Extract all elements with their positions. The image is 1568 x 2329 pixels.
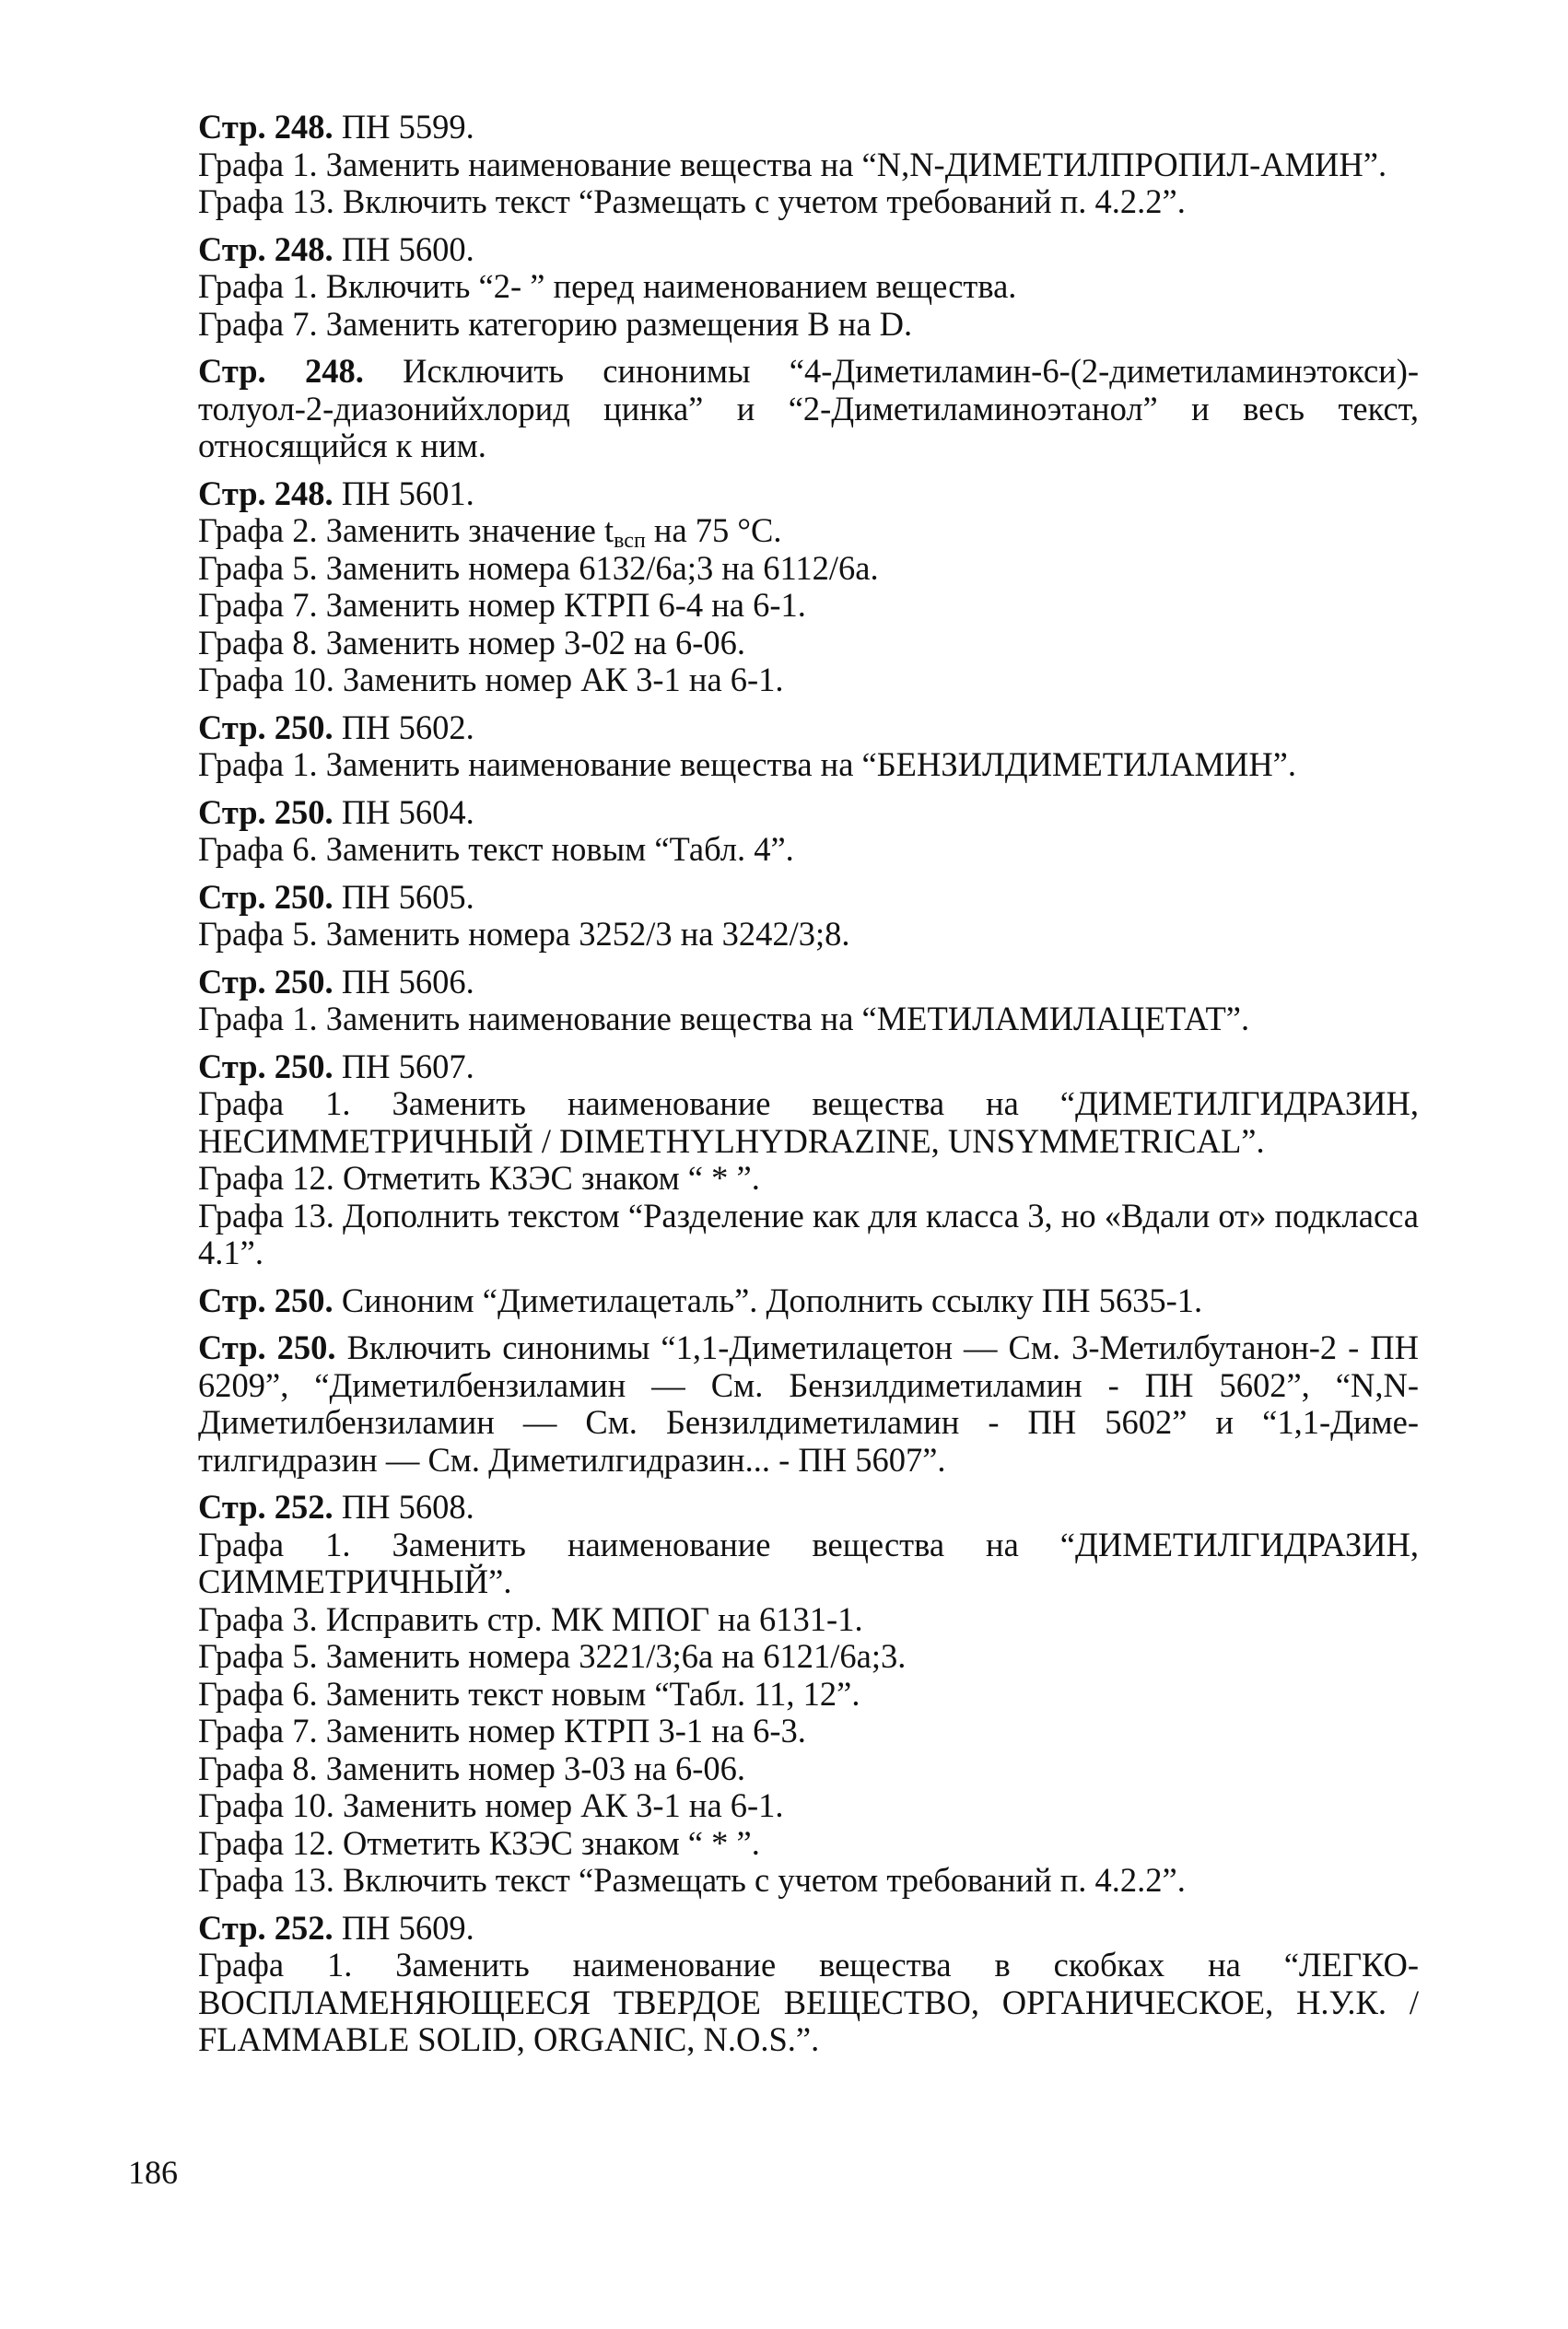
amendment-entry	[198, 879, 1419, 954]
column-instruction	[198, 511, 1419, 553]
entry-heading-text: Синоним “Диметилацеталь”. Дополнить ссылку ПН 5635-1.	[333, 1281, 1203, 1319]
amendment-entry	[198, 1329, 1419, 1479]
amendment-entry	[198, 709, 1419, 784]
column-instruction: Графа 5. Заменить номера 3252/3 на 3242/3;8.	[198, 915, 850, 953]
entry-heading	[198, 1282, 1419, 1320]
page-number: 186	[128, 2154, 178, 2191]
document-body	[198, 109, 1419, 2069]
column-instruction: Графа 7. Заменить номер КТРП 6-4 на 6-1.	[198, 586, 806, 624]
amendment-entry	[198, 1489, 1419, 1900]
column-instruction: Графа 5. Заменить номера 6132/6а;3 на 6112/6а.	[198, 548, 879, 587]
page-reference: Стр. 250.	[198, 962, 333, 1001]
amendment-entry	[198, 1282, 1419, 1320]
amendment-entry	[198, 475, 1419, 699]
column-instruction: Графа 8. Заменить номер 3-03 на 6-06.	[198, 1749, 745, 1787]
column-instruction: Графа 7. Заменить номер КТРП 3-1 на 6-3.	[198, 1712, 806, 1750]
column-instruction: Графа 8. Заменить номер 3-02 на 6-06.	[198, 623, 745, 661]
column-instruction: Графа 5. Заменить номера 3221/3;6а на 6121/6а;3.	[198, 1637, 907, 1675]
column-instruction: Графа 7. Заменить категорию размещения В на D.	[198, 304, 913, 343]
entry-heading	[198, 109, 1419, 146]
amendment-entry	[198, 109, 1419, 221]
entry-heading	[198, 794, 1419, 832]
entry-heading	[198, 231, 1419, 269]
entry-heading	[198, 879, 1419, 917]
subscript-text: всп	[614, 529, 646, 553]
page-reference: Стр. 250.	[198, 1328, 336, 1366]
entry-heading-text: ПН 5606.	[333, 962, 474, 1001]
column-instruction: Графа 1. Заменить наименование вещества на “ДИМЕТИЛГИДРАЗИН, НЕСИММЕТРИЧНЫЙ / DIMETHYLHYDRAZINE, UNSYMMETRICAL”.	[198, 1084, 1419, 1160]
entry-heading-text: ПН 5599.	[333, 108, 474, 146]
column-instruction: Графа 13. Включить текст “Размещать с учетом требований п. 4.2.2”.	[198, 182, 1186, 220]
column-instruction: Графа 1. Заменить наименование вещества на “БЕНЗИЛДИМЕТИЛАМИН”.	[198, 745, 1297, 783]
entry-heading	[198, 964, 1419, 1001]
amendment-entry	[198, 964, 1419, 1038]
entry-heading	[198, 709, 1419, 747]
instruction-text: на 75 °С.	[645, 511, 782, 549]
amendment-entry	[198, 1048, 1419, 1272]
column-instruction: Графа 1. Заменить наименование вещества на “ДИМЕТИЛГИДРАЗИН, СИММЕТРИЧНЫЙ”.	[198, 1525, 1419, 1600]
entry-heading	[198, 1910, 1419, 1948]
entry-heading	[198, 1329, 1419, 1479]
entry-heading-text: ПН 5607.	[333, 1047, 474, 1085]
column-instruction: Графа 1. Заменить наименование вещества на “N,N-ДИМЕТИЛПРОПИЛ-АМИН”.	[198, 145, 1387, 183]
amendment-entry	[198, 231, 1419, 344]
page-reference: Стр. 252.	[198, 1488, 333, 1526]
amendment-entry	[198, 794, 1419, 869]
column-instruction: Графа 12. Отметить КЗЭС знаком “ * ”.	[198, 1823, 760, 1862]
column-instruction: Графа 1. Включить “2- ” перед наименованием вещества.	[198, 267, 1017, 305]
page-reference: Стр. 250.	[198, 1281, 333, 1319]
entry-heading-text: Исключить синонимы “4-Диметиламин-6-(2-диметиламинэтокси)-толуол-2-диазонийхлорид цинка” и “2-Диметиламиноэтанол” и весь текст, относящийся к ним.	[198, 352, 1419, 464]
instruction-text: Графа 2. Заменить значение t	[198, 511, 614, 549]
page-reference: Стр. 248.	[198, 229, 333, 268]
entry-heading-text: ПН 5608.	[333, 1488, 474, 1526]
entry-heading	[198, 353, 1419, 465]
entry-heading	[198, 475, 1419, 513]
entry-heading-text: ПН 5604.	[333, 792, 474, 831]
page-reference: Стр. 250.	[198, 877, 333, 916]
page-reference: Стр. 250.	[198, 708, 333, 746]
column-instruction: Графа 1. Заменить наименование вещества в скобках на “ЛЕГКО-ВОСПЛАМЕНЯЮЩЕЕСЯ ТВЕРДОЕ ВЕЩЕСТВО, ОРГАНИЧЕСКОЕ, Н.У.К. / FLAMMABLE SOLID, ORGANIC, N.O.S.”.	[198, 1946, 1419, 2058]
column-instruction: Графа 13. Включить текст “Размещать с учетом требований п. 4.2.2”.	[198, 1861, 1186, 1899]
column-instruction: Графа 1. Заменить наименование вещества на “МЕТИЛАМИЛАЦЕТАТ”.	[198, 1000, 1250, 1037]
entry-heading-text: ПН 5609.	[333, 1908, 474, 1947]
column-instruction: Графа 10. Заменить номер АК 3-1 на 6-1.	[198, 661, 784, 698]
page-reference: Стр. 252.	[198, 1908, 333, 1947]
entry-heading-text: ПН 5602.	[333, 708, 474, 746]
entry-heading	[198, 1489, 1419, 1527]
page-reference: Стр. 248.	[198, 108, 333, 146]
entry-heading	[198, 1048, 1419, 1086]
page-reference: Стр. 248.	[198, 352, 364, 390]
page-reference: Стр. 250.	[198, 792, 333, 831]
column-instruction: Графа 10. Заменить номер АК 3-1 на 6-1.	[198, 1786, 784, 1824]
entry-heading-text: Включить синонимы “1,1-Диметилацетон — См. 3-Метилбутанон-2 - ПН 6209”, “Диметилбензиламин — См. Бензилдиметиламин - ПН 5602”, “N,N-Диметилбензиламин — См. Бензилдиметиламин - ПН 5602” и “1,1-Диме-тилгидразин — См. Диметилгидразин... - ПН 5607”.	[198, 1328, 1419, 1479]
page-reference: Стр. 250.	[198, 1047, 333, 1085]
column-instruction: Графа 6. Заменить текст новым “Табл. 11, 12”.	[198, 1674, 860, 1713]
entry-heading-text: ПН 5600.	[333, 229, 474, 268]
column-instruction: Графа 13. Дополнить текстом “Разделение как для класса 3, но «Вдали от» подкласса 4.1”.	[198, 1196, 1419, 1271]
entry-heading-text: ПН 5601.	[333, 474, 474, 512]
page-reference: Стр. 248.	[198, 474, 333, 512]
entry-heading-text: ПН 5605.	[333, 877, 474, 916]
amendment-entry	[198, 353, 1419, 465]
column-instruction: Графа 3. Исправить стр. МК МПОГ на 6131-1.	[198, 1599, 863, 1638]
column-instruction: Графа 12. Отметить КЗЭС знаком “ * ”.	[198, 1159, 760, 1197]
amendment-entry	[198, 1910, 1419, 2059]
column-instruction: Графа 6. Заменить текст новым “Табл. 4”.	[198, 830, 794, 868]
